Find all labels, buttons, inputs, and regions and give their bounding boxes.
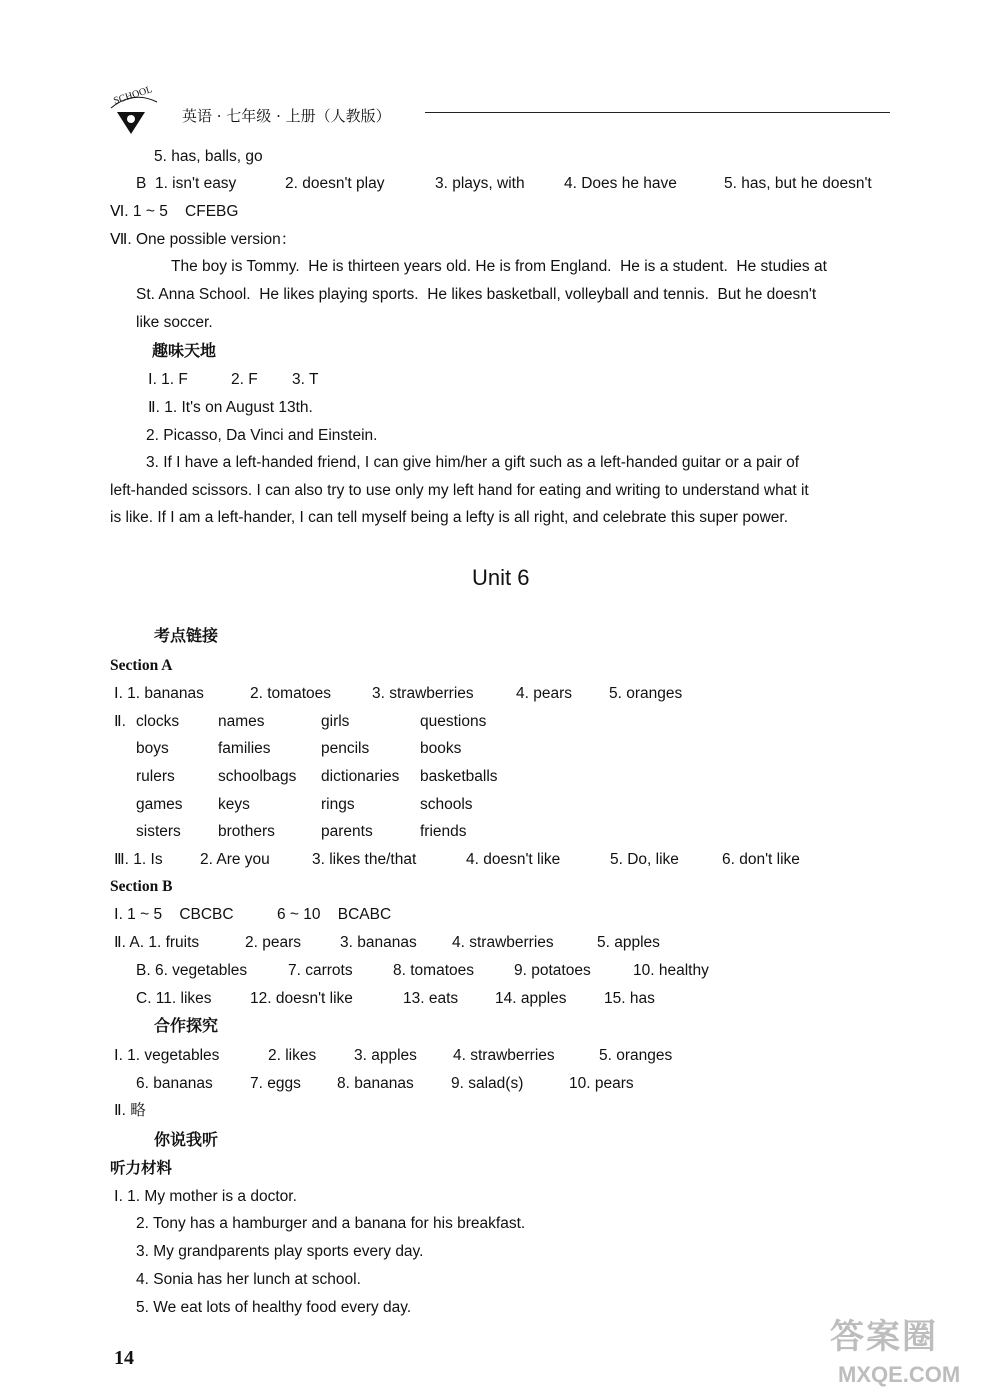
listening-line: 4. Sonia has her lunch at school. <box>136 1271 361 1288</box>
answer-item: 5. Do, like <box>610 851 679 868</box>
watermark-url: MXQE.COM <box>838 1362 961 1387</box>
answer-item: 2. doesn't play <box>285 175 385 192</box>
answer-item: 9. salad(s) <box>451 1075 524 1092</box>
section-heading: 合作探究 <box>154 1018 219 1035</box>
word-cell: rulers <box>136 768 175 785</box>
answer-item: 3. bananas <box>340 934 417 951</box>
page-number: 14 <box>114 1347 134 1369</box>
watermark-logo: 答案圈 <box>830 1318 938 1356</box>
answer-item: 5. apples <box>597 934 660 951</box>
word-cell: sisters <box>136 823 181 840</box>
section-heading: 你说我听 <box>154 1132 219 1149</box>
word-cell: families <box>218 740 271 757</box>
answer-line: is like. If I am a left-hander, I can tell myself being a lefty is all right, and celebrate this super power. <box>110 509 789 526</box>
unit-title: Unit 6 <box>472 565 530 590</box>
word-cell: questions <box>420 713 487 730</box>
answer-item: 6 ~ 10 BCABC <box>277 906 392 923</box>
word-cell: clocks <box>136 713 180 730</box>
logo-text: SCHOOL <box>112 84 154 107</box>
listening-line: 2. Tony has a hamburger and a banana for his breakfast. <box>136 1215 526 1232</box>
answer-item: 14. apples <box>495 990 567 1007</box>
word-cell: boys <box>136 740 169 757</box>
word-cell: friends <box>420 823 467 840</box>
answer-line: 5. has, balls, go <box>154 148 263 165</box>
word-cell: rings <box>321 796 355 813</box>
section-heading: 趣味天地 <box>152 343 217 360</box>
word-cell: girls <box>321 713 350 730</box>
answer-item: 7. eggs <box>250 1075 301 1092</box>
answer-item: 6. don't like <box>722 851 800 868</box>
answer-prefix: Ⅱ. <box>114 713 126 730</box>
answer-line: 2. Picasso, Da Vinci and Einstein. <box>146 427 378 444</box>
answer-item: 8. tomatoes <box>393 962 474 979</box>
answer-line: Ⅱ. 略 <box>114 1102 146 1119</box>
essay-line: like soccer. <box>136 314 213 331</box>
answer-item: 4. strawberries <box>453 1047 555 1064</box>
answer-item: Ⅱ. A. 1. fruits <box>114 934 200 951</box>
word-cell: schools <box>420 796 473 813</box>
essay-line: The boy is Tommy. He is thirteen years old. He is from England. He is a student. He studies at <box>171 258 827 275</box>
answer-item: 10. healthy <box>633 962 709 979</box>
answer-item: 5. oranges <box>599 1047 673 1064</box>
word-cell: basketballs <box>420 768 498 785</box>
section-label: Section B <box>110 878 173 895</box>
section-label: Section A <box>110 657 173 674</box>
answer-item: 2. pears <box>245 934 302 951</box>
answer-item: 3. plays, with <box>435 175 525 192</box>
answer-item: 6. bananas <box>136 1075 213 1092</box>
answer-item: 4. pears <box>516 685 573 702</box>
answer-item: 2. Are you <box>200 851 270 868</box>
answer-item: 3. T <box>292 371 319 388</box>
answer-item: 3. strawberries <box>372 685 474 702</box>
school-logo <box>105 84 163 136</box>
answer-item: 4. strawberries <box>452 934 554 951</box>
answer-item: 13. eats <box>403 990 459 1007</box>
word-cell: parents <box>321 823 373 840</box>
essay-line: St. Anna School. He likes playing sports. He likes basketball, volleyball and tennis. But he doesn't <box>136 286 817 303</box>
answer-item: 3. likes the/that <box>312 851 417 868</box>
header-title: 英语 · 七年级 · 上册（人教版） <box>182 107 391 125</box>
answer-item: Ⅰ. 1. bananas <box>114 685 204 702</box>
answer-item: B. 6. vegetables <box>136 962 248 979</box>
answer-item: 3. apples <box>354 1047 417 1064</box>
word-cell: keys <box>218 796 250 813</box>
material-label: 听力材料 <box>110 1160 173 1177</box>
answer-item: 5. oranges <box>609 685 683 702</box>
answer-item: 10. pears <box>569 1075 634 1092</box>
answer-item: C. 11. likes <box>136 990 212 1007</box>
answer-item: 12. doesn't like <box>250 990 353 1007</box>
answer-item: 4. doesn't like <box>466 851 561 868</box>
answer-item: Ⅰ. 1. vegetables <box>114 1047 220 1064</box>
word-cell: names <box>218 713 265 730</box>
word-cell: games <box>136 796 183 813</box>
word-cell: dictionaries <box>321 768 400 785</box>
answer-line: Ⅱ. 1. It's on August 13th. <box>148 399 313 416</box>
answer-item: 8. bananas <box>337 1075 414 1092</box>
header-rule <box>425 112 890 113</box>
answer-item: 2. F <box>231 371 258 388</box>
answer-item: Ⅰ. 1 ~ 5 CBCBC <box>114 906 234 923</box>
listening-line: Ⅰ. 1. My mother is a doctor. <box>114 1188 297 1205</box>
answer-item: 7. carrots <box>288 962 353 979</box>
answer-line: Ⅶ. One possible version： <box>110 231 297 248</box>
answer-line: 3. If I have a left-handed friend, I can give him/her a gift such as a left-handed guitar or a pair of <box>146 454 800 471</box>
answer-line: Ⅵ. 1 ~ 5 CFEBG <box>110 203 239 220</box>
answer-item: 9. potatoes <box>514 962 591 979</box>
answer-item: 5. has, but he doesn't <box>724 175 872 192</box>
answer-item: Ⅲ. 1. Is <box>114 851 163 868</box>
section-heading: 考点链接 <box>154 628 219 645</box>
listening-line: 3. My grandparents play sports every day. <box>136 1243 424 1260</box>
answer-item: Ⅰ. 1. F <box>148 371 188 388</box>
word-cell: schoolbags <box>218 768 297 785</box>
word-cell: pencils <box>321 740 370 757</box>
answer-item: 4. Does he have <box>564 175 677 192</box>
listening-line: 5. We eat lots of healthy food every day. <box>136 1299 412 1316</box>
word-cell: brothers <box>218 823 275 840</box>
answer-item: 15. has <box>604 990 655 1007</box>
answer-item: B 1. isn't easy <box>136 175 237 192</box>
answer-item: 2. tomatoes <box>250 685 331 702</box>
answer-item: 2. likes <box>268 1047 317 1064</box>
word-cell: books <box>420 740 462 757</box>
answer-line: left-handed scissors. I can also try to use only my left hand for eating and writing to understand what it <box>110 482 809 499</box>
